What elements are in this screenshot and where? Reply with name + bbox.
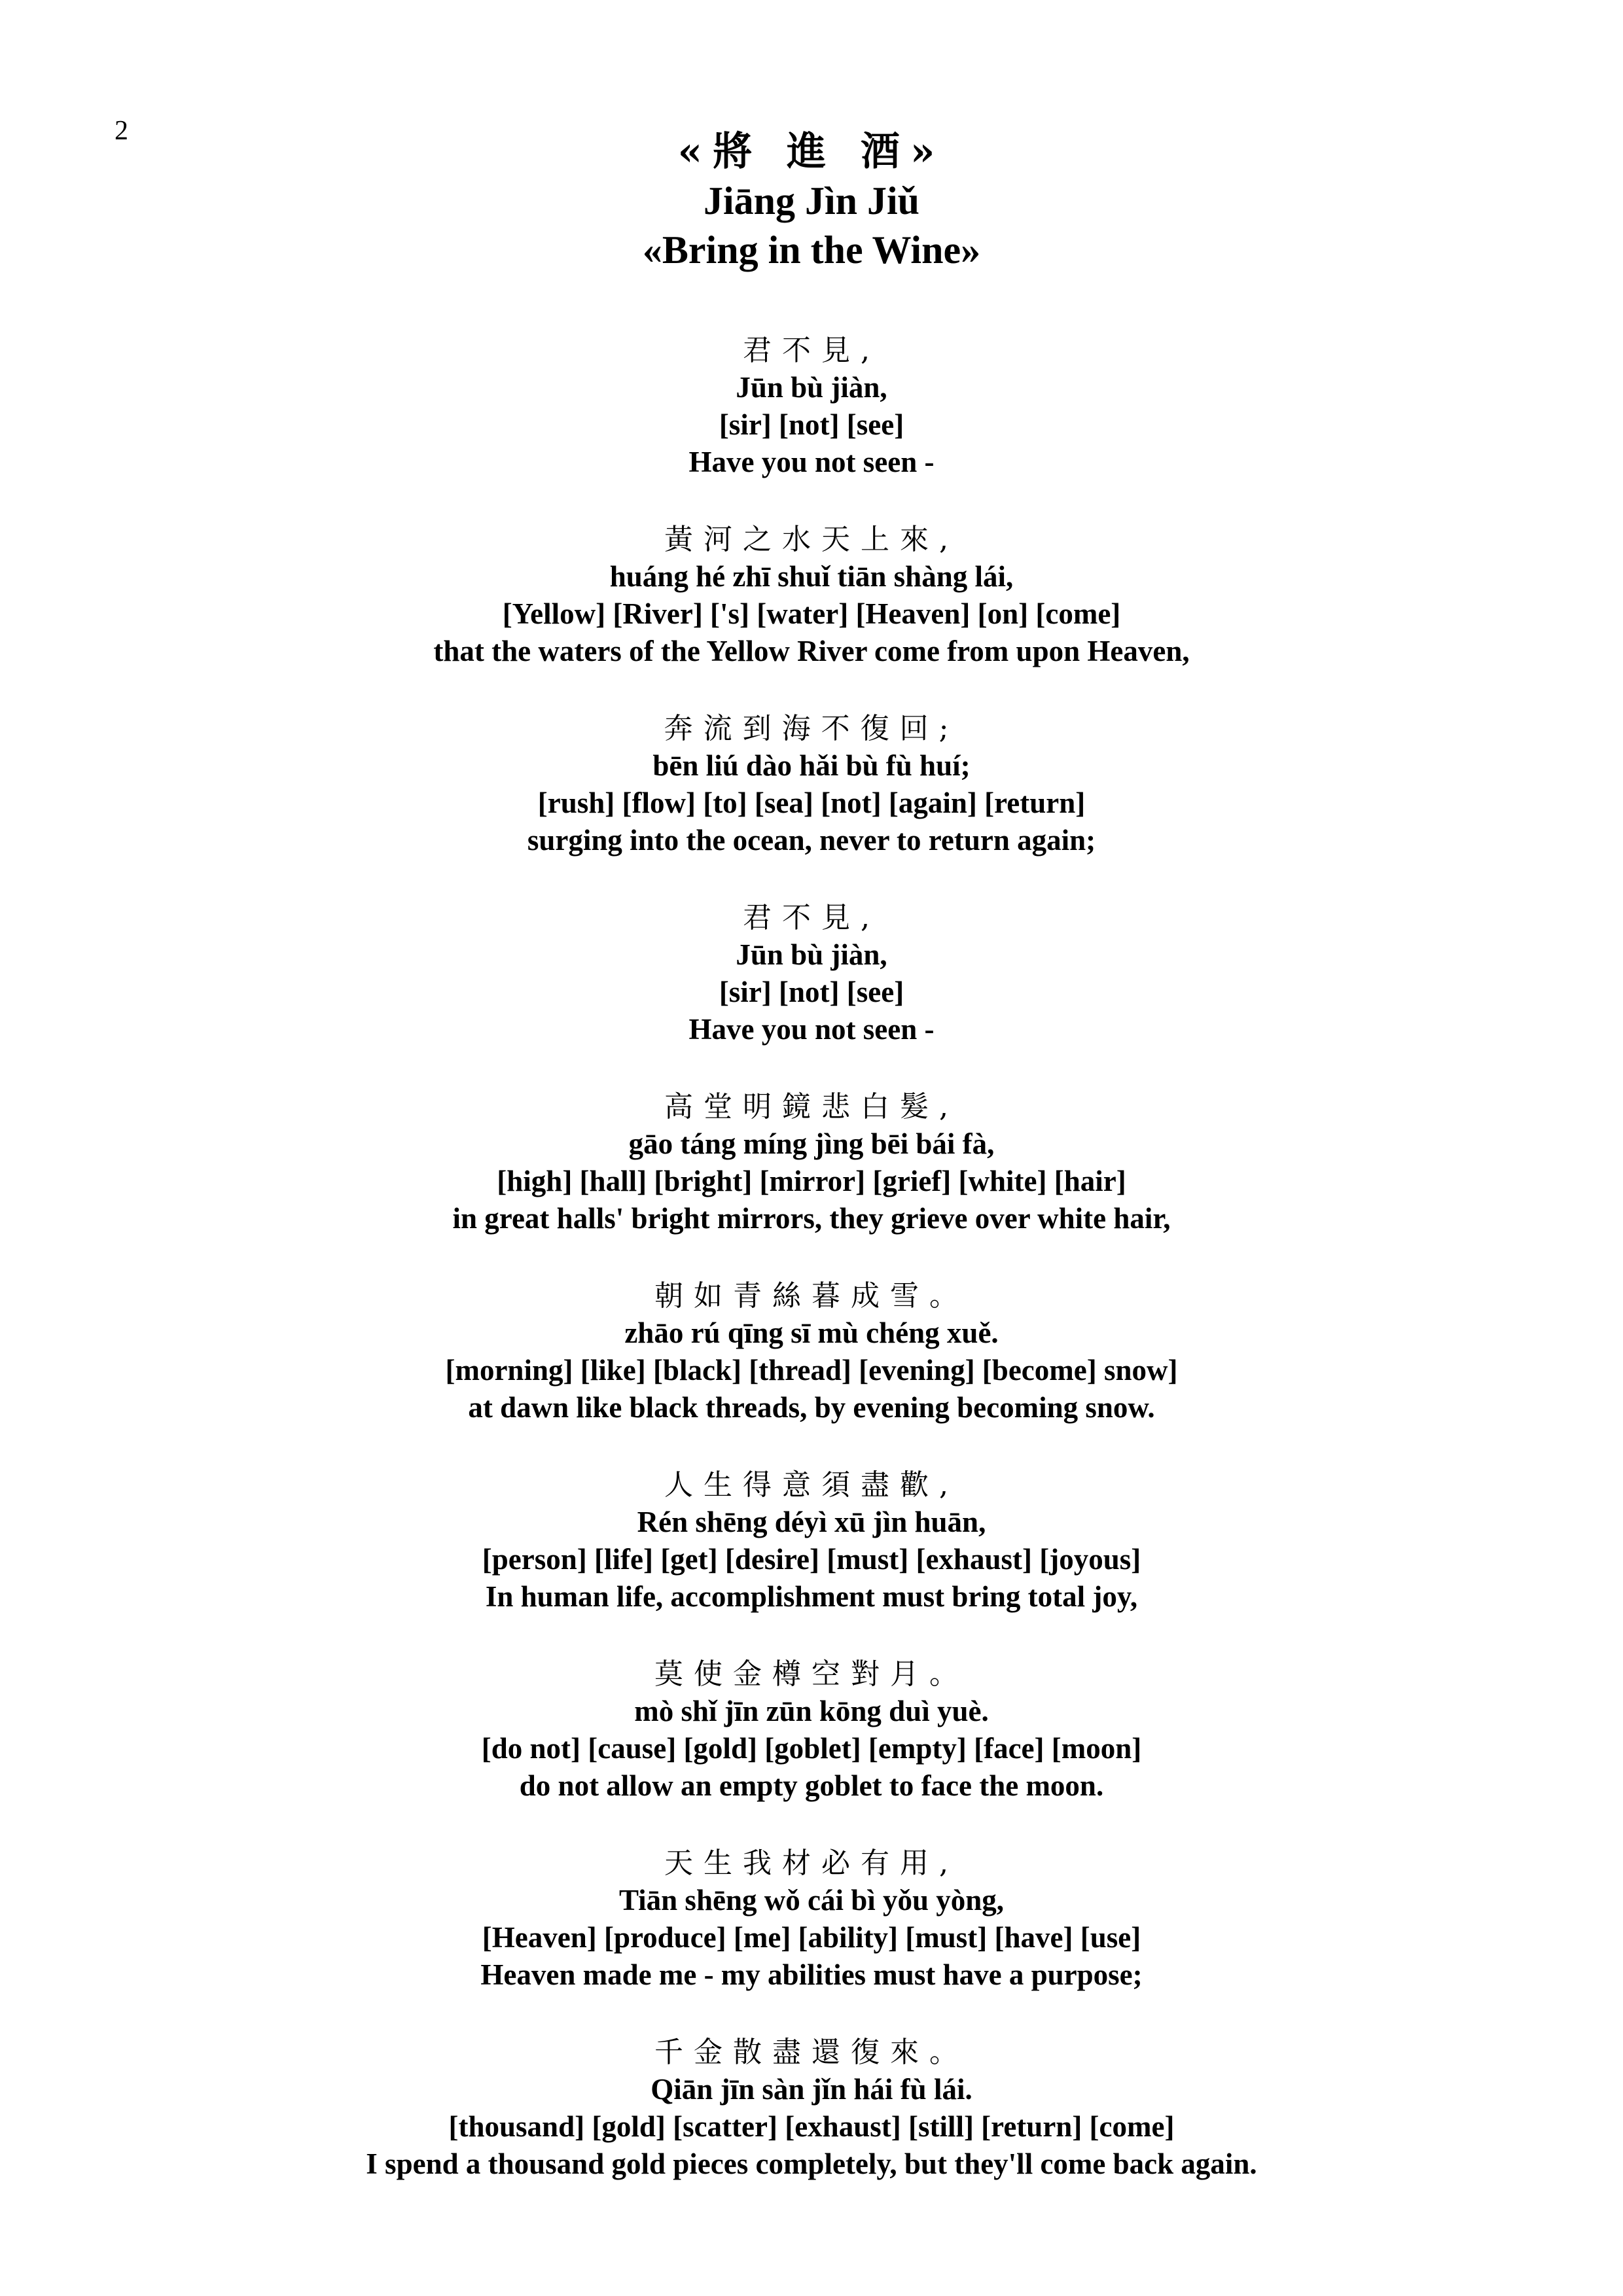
title-pinyin: Jiāng Jìn Jiǔ [703,179,920,222]
stanza-gloss: [Heaven] [produce] [me] [ability] [must] [have] [use] [482,1921,1141,1954]
stanza [0,332,1623,521]
stanza-gloss: [person] [life] [get] [desire] [must] [exhaust] [joyous] [482,1543,1141,1576]
stanza-translation: surging into the ocean, never to return again; [527,824,1096,857]
stanza-pinyin: mò shǐ jīn zūn kōng duì yuè. [634,1695,989,1727]
stanza-translation: Have you not seen - [688,1013,935,1046]
stanza-gloss: [rush] [flow] [to] [sea] [not] [again] [return] [537,786,1086,819]
stanza-gloss: [thousand] [gold] [scatter] [exhaust] [still] [return] [come] [448,2110,1175,2143]
stanza-translation: In human life, accomplishment must bring total joy, [485,1580,1138,1613]
stanza-pinyin: bēn liú dào hǎi bù fù huí; [652,749,971,782]
stanza-chinese: 黃河之水天上來, [664,523,959,556]
stanza-chinese: 千金散盡還復來。 [654,2036,969,2069]
stanza [0,1466,1623,1655]
stanza-gloss: [do not] [cause] [gold] [goblet] [empty] [face] [moon] [481,1732,1142,1765]
stanza-pinyin: zhāo rú qīng sī mù chéng xuě. [624,1316,999,1349]
stanza-gloss: [Yellow] [River] ['s] [water] [Heaven] [on] [come] [502,597,1121,630]
page-number: 2 [115,116,128,146]
stanza-chinese: 朝如青絲暮成雪。 [654,1279,969,1313]
stanza [0,899,1623,1088]
stanza-translation: at dawn like black threads, by evening becoming snow. [468,1391,1155,1424]
stanza [0,2034,1623,2223]
title-block [0,128,1623,275]
stanza-chinese: 人生得意須盡歡, [664,1468,959,1502]
poem-body [0,332,1623,2223]
stanza-translation: that the waters of the Yellow River come from upon Heaven, [433,635,1190,667]
stanza-gloss: [morning] [like] [black] [thread] [evening] [become] snow] [445,1354,1178,1386]
stanza-chinese: 君不見, [743,334,880,367]
stanza-chinese: 天生我材必有用, [664,1846,959,1880]
stanza-pinyin: huáng hé zhī shuǐ tiān shàng lái, [609,560,1014,593]
stanza-translation: do not allow an empty goblet to face the moon. [519,1769,1104,1802]
stanza-pinyin: Qiān jīn sàn jǐn hái fù lái. [651,2073,972,2106]
stanza-gloss: [sir] [not] [see] [719,408,904,441]
stanza-pinyin: Rén shēng déyì xū jìn huān, [637,1506,986,1538]
stanza-translation: Heaven made me - my abilities must have a purpose; [480,1958,1143,1991]
stanza-pinyin: Jūn bù jiàn, [736,371,887,404]
stanza [0,710,1623,899]
stanza-chinese: 莫使金樽空對月。 [654,1657,969,1691]
stanza [0,521,1623,710]
title-english: «Bring in the Wine» [642,228,981,272]
stanza-gloss: [high] [hall] [bright] [mirror] [grief] [white] [hair] [497,1165,1126,1197]
stanza [0,1277,1623,1466]
stanza-pinyin: Tiān shēng wǒ cái bì yǒu yòng, [618,1884,1005,1916]
stanza-pinyin: Jūn bù jiàn, [736,938,887,971]
stanza-translation: in great halls' bright mirrors, they grieve over white hair, [452,1202,1171,1235]
stanza [0,1655,1623,1845]
stanza-chinese: 高堂明鏡悲白髮, [664,1090,959,1123]
stanza-translation: Have you not seen - [688,446,935,478]
stanza-chinese: 君不見, [743,901,880,934]
stanza-pinyin: gāo táng míng jìng bēi bái fà, [628,1127,995,1160]
title-chinese: «將 進 酒» [677,129,946,175]
stanza [0,1088,1623,1277]
stanza-chinese: 奔流到海不復回; [664,712,959,745]
stanza-translation: I spend a thousand gold pieces completely, but they'll come back again. [366,2147,1257,2180]
stanza-gloss: [sir] [not] [see] [719,976,904,1008]
stanza [0,1845,1623,2034]
